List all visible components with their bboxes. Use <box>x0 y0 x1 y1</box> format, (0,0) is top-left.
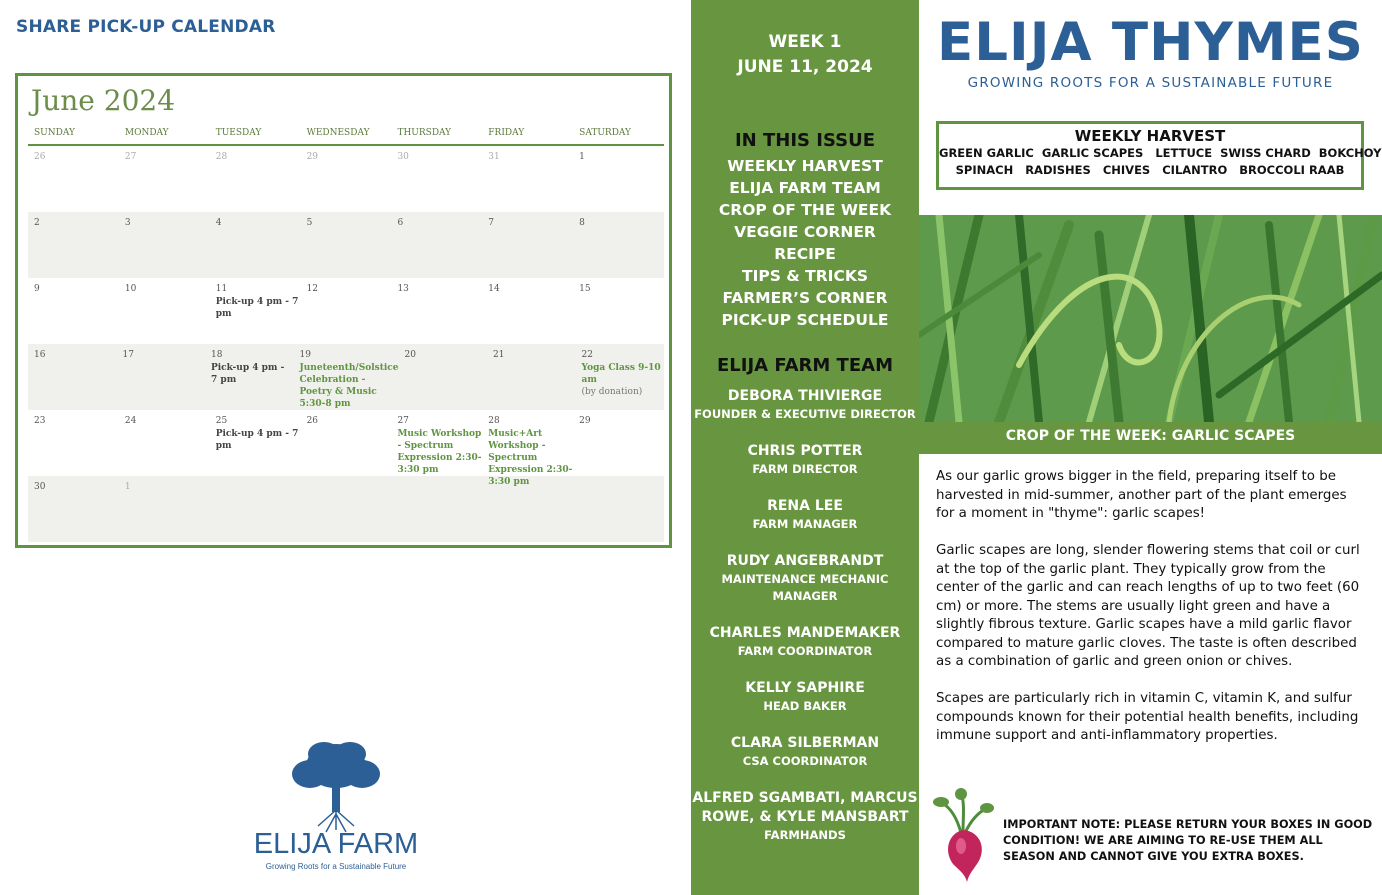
calendar-day-number: 7 <box>488 218 495 228</box>
weekly-harvest-box <box>936 121 1382 190</box>
in-this-issue-list <box>691 155 919 331</box>
newsletter-column <box>919 0 1382 895</box>
calendar-day-number: 2 <box>34 218 40 228</box>
calendar-day-number: 16 <box>34 350 46 360</box>
calendar-day-cell <box>210 146 301 212</box>
calendar-day-number: 29 <box>579 416 591 426</box>
issue-week: WEEK 1 <box>768 32 842 52</box>
calendar-day-number: 12 <box>306 284 319 294</box>
weekday-label: FRIDAY <box>488 128 525 138</box>
calendar-day-number: 1 <box>579 152 585 162</box>
team-member-role: FOUNDER & EXECUTIVE DIRECTOR <box>694 407 916 421</box>
calendar-day-cell <box>301 146 392 212</box>
article-paragraph: Garlic scapes are long, slender flowering stems that coil or curl at the top of the garlic plant. They typically grow from the center of the garlic and can reach lengths of up to two feet (60 cm) or more. The stems are usually light green and have a slightly fibrous texture. Garlic scapes have a mild garlic flavor compared to mature garlic cloves. The taste is often described as a combination of garlic and green onion or chives. <box>936 543 1360 669</box>
calendar-day-cell <box>117 344 206 410</box>
weekday-label: WEDNESDAY <box>306 128 370 138</box>
farm-logo-name: ELIJA FARM <box>253 828 419 860</box>
team-member-role: FARM DIRECTOR <box>752 462 858 476</box>
calendar-day-cell <box>210 278 301 344</box>
calendar-day-number: 14 <box>488 284 500 294</box>
calendar-day-number: 27 <box>124 152 137 162</box>
calendar-day-cell <box>487 344 576 410</box>
team-member <box>691 734 919 770</box>
team-member-name: DEBORA THIVIERGE <box>727 388 883 404</box>
farm-logo-tagline: Growing Roots for a Sustainable Future <box>265 862 407 871</box>
calendar-day-cell <box>391 146 482 212</box>
issue-item: RECIPE <box>774 245 836 263</box>
calendar-event <box>216 296 301 320</box>
calendar-day-number: 26 <box>306 416 319 426</box>
calendar-week-row <box>28 476 664 542</box>
calendar-day-cell <box>119 146 210 212</box>
issue-item: VEGGIE CORNER <box>734 223 876 241</box>
calendar-day-number: 31 <box>488 152 500 162</box>
calendar-week-row <box>28 212 664 278</box>
calendar-day-cell <box>398 344 487 410</box>
calendar-day-number: 15 <box>579 284 591 294</box>
calendar-day-cell <box>482 476 573 542</box>
calendar-event-note: (by donation) <box>581 387 643 397</box>
team-member-name: RUDY ANGEBRANDT <box>726 553 884 569</box>
newsletter-tagline: GROWING ROOTS FOR A SUSTAINABLE FUTURE <box>967 75 1334 91</box>
calendar-day-cell <box>28 410 119 476</box>
calendar-day-cell <box>301 410 392 476</box>
calendar-week-row <box>28 278 664 344</box>
calendar-day-number: 20 <box>404 350 416 360</box>
calendar-day-number: 3 <box>124 218 131 228</box>
garlic-scapes-photo <box>919 215 1382 422</box>
calendar-day-number: 13 <box>397 284 409 294</box>
calendar-grid <box>28 146 664 542</box>
farm-team-heading: ELIJA FARM TEAM <box>717 355 893 376</box>
article-paragraph: As our garlic grows bigger in the field, preparing itself to be harvested in mid-summer, another part of the plant emerges for a moment in "thyme": garlic scapes! <box>936 469 1347 521</box>
calendar-day-number: 6 <box>397 218 404 228</box>
calendar-day-number: 17 <box>122 350 134 360</box>
calendar-day-number: 4 <box>215 218 222 228</box>
weekly-harvest-heading: WEEKLY HARVEST <box>1074 127 1226 145</box>
team-member-name: CHARLES MANDEMAKER <box>709 625 901 641</box>
crop-of-the-week-heading: CROP OF THE WEEK: GARLIC SCAPES <box>919 422 1382 454</box>
team-member-name: RENA LEE <box>767 498 843 514</box>
calendar-day-number: 27 <box>397 416 409 426</box>
team-member <box>691 679 919 715</box>
issue-item: FARMER’S CORNER <box>722 289 888 307</box>
issue-item: TIPS & TRICKS <box>742 267 868 285</box>
calendar-day-cell <box>28 344 117 410</box>
calendar-day-cell <box>119 212 210 278</box>
newsletter-masthead: ELIJA THYMES <box>937 12 1364 73</box>
calendar-day-number: 28 <box>215 152 228 162</box>
calendar-day-cell <box>119 476 210 542</box>
team-member <box>691 497 919 533</box>
team-member <box>691 552 919 605</box>
calendar-day-number: 29 <box>306 152 319 162</box>
calendar-day-cell <box>301 476 392 542</box>
calendar-day-cell <box>573 146 664 212</box>
team-member-role: FARM MANAGER <box>752 517 858 531</box>
calendar-event-title: Pick-up 4 pm - 7 pm <box>215 429 299 451</box>
weekday-label: SUNDAY <box>34 128 75 138</box>
team-member-role: MAINTENANCE MECHANIC MANAGER <box>721 572 889 603</box>
beet-icon <box>931 788 995 883</box>
calendar-day-number: 24 <box>124 416 137 426</box>
calendar-day-number: 23 <box>34 416 46 426</box>
calendar-month-title: June 2024 <box>31 84 176 117</box>
team-member-role: CSA COORDINATOR <box>742 754 868 768</box>
team-member <box>691 387 919 423</box>
farm-team-list <box>691 387 919 863</box>
calendar-day-cell <box>391 476 482 542</box>
team-member-role: FARM COORDINATOR <box>737 644 873 658</box>
calendar-section-title: SHARE PICK-UP CALENDAR <box>16 17 276 37</box>
calendar-day-cell <box>573 278 664 344</box>
calendar-week-row <box>28 146 664 212</box>
calendar-day-number: 26 <box>34 152 46 162</box>
calendar-event <box>216 428 301 452</box>
issue-item: CROP OF THE WEEK <box>718 201 892 219</box>
calendar-event <box>211 362 294 386</box>
team-member <box>691 442 919 478</box>
team-member <box>691 789 919 844</box>
calendar-day-cell <box>119 278 210 344</box>
calendar-day-cell <box>28 278 119 344</box>
weekly-harvest-line-1: GREEN GARLIC GARLIC SCAPES LETTUCE SWISS CHARD BOKCHOY <box>939 146 1382 160</box>
calendar-day-cell <box>28 212 119 278</box>
calendar-day-number: 19 <box>299 350 311 360</box>
weekday-label: MONDAY <box>124 128 169 138</box>
team-member-name: CLARA SILBERMAN <box>730 735 880 751</box>
calendar-day-cell <box>482 278 573 344</box>
sidebar-column <box>691 0 919 895</box>
calendar-day-cell <box>573 476 664 542</box>
weekday-label: TUESDAY <box>215 128 262 138</box>
weekly-harvest-line-2: SPINACH RADISHES CHIVES CILANTRO BROCCOLI RAAB <box>955 163 1345 177</box>
calendar-week-row <box>28 344 664 410</box>
calendar-day-number: 25 <box>215 416 228 426</box>
calendar-day-number: 11 <box>215 284 228 294</box>
calendar-day-cell <box>482 410 573 487</box>
team-member-role: HEAD BAKER <box>763 699 847 713</box>
calendar-day-number: 21 <box>492 350 505 360</box>
issue-date: JUNE 11, 2024 <box>737 57 873 77</box>
calendar-event <box>300 362 399 410</box>
article-paragraph: Scapes are particularly rich in vitamin C, vitamin K, and sulfur compounds known for their potential health benefits, including immune support and anti-inflammatory properties. <box>936 691 1359 743</box>
calendar-day-number: 28 <box>488 416 500 426</box>
calendar-event-title: Music+Art Workshop - Spectrum Expression 2:30-3:30 pm <box>488 429 573 487</box>
calendar-week-row <box>28 410 664 487</box>
calendar-event-title: Pick-up 4 pm - 7 pm <box>215 297 299 319</box>
weekday-label: SATURDAY <box>579 128 631 138</box>
calendar-event <box>581 362 664 398</box>
important-note: IMPORTANT NOTE: PLEASE RETURN YOUR BOXES IN GOOD CONDITION! WE ARE AIMING TO RE-USE THEM ALL SEASON AND CANNOT GIVE YOU EXTRA BOXES. <box>1003 818 1373 863</box>
issue-item: PICK-UP SCHEDULE <box>721 311 889 329</box>
in-this-issue-heading: IN THIS ISSUE <box>734 130 876 151</box>
calendar-day-number: 9 <box>34 284 40 294</box>
calendar-day-cell <box>28 146 119 212</box>
issue-item: WEEKLY HARVEST <box>727 157 883 175</box>
calendar-day-cell <box>482 146 573 212</box>
calendar-day-cell <box>391 212 482 278</box>
team-member-name: ALFRED SGAMBATI, MARCUS ROWE, & KYLE MANSBART <box>692 790 918 825</box>
calendar-day-cell <box>573 410 664 476</box>
calendar-day-cell <box>391 410 482 476</box>
calendar-day-cell <box>119 410 210 476</box>
calendar-weekday-header <box>28 128 664 146</box>
calendar-day-cell <box>205 344 294 410</box>
calendar-day-cell <box>301 212 392 278</box>
calendar-day-number: 10 <box>124 284 137 294</box>
calendar-day-number: 8 <box>579 218 585 228</box>
team-member-name: KELLY SAPHIRE <box>745 680 865 696</box>
calendar-day-cell <box>28 476 119 542</box>
calendar-day-cell <box>482 212 573 278</box>
calendar-day-cell <box>301 278 392 344</box>
calendar-event-title: Pick-up 4 pm - 7 pm <box>211 363 285 385</box>
calendar-day-number: 1 <box>124 482 131 492</box>
calendar-day-number: 30 <box>397 152 409 162</box>
calendar-day-number: 18 <box>211 350 223 360</box>
calendar-day-number: 5 <box>306 218 313 228</box>
weekday-label: THURSDAY <box>397 128 452 138</box>
calendar-day-cell <box>573 212 664 278</box>
calendar-event-title: Juneteenth/Solstice Celebration - Poetry & Music 5:30-8 pm <box>299 363 399 409</box>
issue-item: ELIJA FARM TEAM <box>729 179 881 197</box>
calendar-day-cell <box>391 278 482 344</box>
calendar-day-number: 30 <box>34 482 46 492</box>
calendar-day-cell <box>294 344 399 410</box>
calendar-event <box>397 428 482 476</box>
crop-article <box>936 468 1366 764</box>
team-member-role: FARMHANDS <box>764 828 846 842</box>
calendar-day-cell <box>210 410 301 476</box>
team-member-name: CHRIS POTTER <box>747 443 863 459</box>
issue-week-date <box>691 30 919 80</box>
calendar-day-cell <box>210 212 301 278</box>
pickup-calendar <box>15 73 672 548</box>
calendar-day-cell <box>575 344 664 410</box>
calendar-event-title: Yoga Class 9-10 am <box>581 363 661 385</box>
calendar-day-number: 22 <box>581 350 593 360</box>
calendar-day-cell <box>210 476 301 542</box>
calendar-event-title: Music Workshop - Spectrum Expression 2:30-3:30 pm <box>397 429 482 475</box>
team-member <box>691 624 919 660</box>
